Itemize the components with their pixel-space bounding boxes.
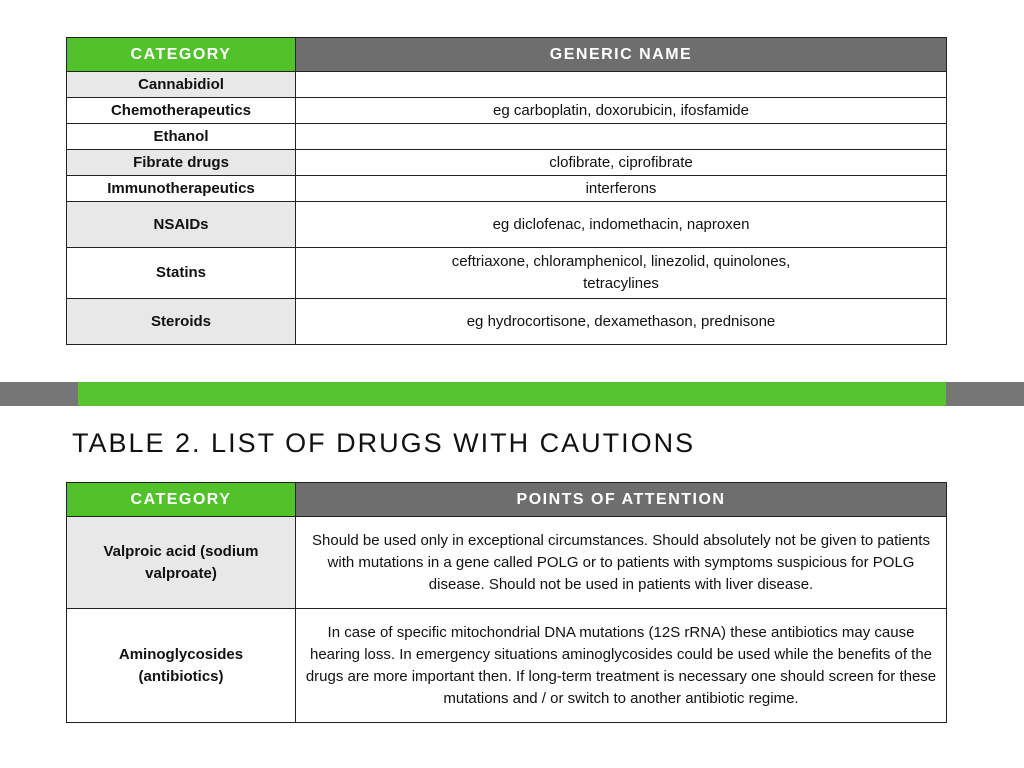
row-category-cell: Statins xyxy=(67,248,296,299)
table-header-row xyxy=(67,38,947,72)
table-row xyxy=(67,299,947,345)
row-value-cell: clofibrate, ciprofibrate xyxy=(296,150,947,176)
row-category-cell: Chemotherapeutics xyxy=(67,98,296,124)
table-row xyxy=(67,609,947,723)
row-category-cell: Valproic acid (sodium valproate) xyxy=(67,517,296,609)
row-category-cell: Ethanol xyxy=(67,124,296,150)
row-value-cell xyxy=(296,124,947,150)
row-value-cell: eg diclofenac, indomethacin, naproxen xyxy=(296,202,947,248)
row-value-cell: interferons xyxy=(296,176,947,202)
table-row xyxy=(67,124,947,150)
table-row xyxy=(67,517,947,609)
drug-category-table xyxy=(66,37,947,345)
table-row xyxy=(67,98,947,124)
table-row xyxy=(67,176,947,202)
table-row xyxy=(67,202,947,248)
row-category-cell: Cannabidiol xyxy=(67,72,296,98)
row-category-cell: Immunotherapeutics xyxy=(67,176,296,202)
category-column-header: CATEGORY xyxy=(67,38,296,72)
table-header-row xyxy=(67,483,947,517)
table-row xyxy=(67,248,947,299)
row-category-cell: Steroids xyxy=(67,299,296,345)
table-row xyxy=(67,72,947,98)
drug-cautions-table xyxy=(66,482,947,723)
section-title: TABLE 2. LIST OF DRUGS WITH CAUTIONS xyxy=(72,428,696,458)
category-column-header: CATEGORY xyxy=(67,483,296,517)
row-category-cell: Aminoglycosides (antibiotics) xyxy=(67,609,296,723)
divider-accent-bar xyxy=(78,382,946,406)
row-value-cell: Should be used only in exceptional circumstances. Should absolutely not be given to patients with mutations in a gene called POLG or to patients with symptoms suspicious for POLG disease. Should not be used in patients with liver disease. xyxy=(296,517,947,609)
row-value-cell xyxy=(296,72,947,98)
row-value-cell: eg hydrocortisone, dexamethason, prednisone xyxy=(296,299,947,345)
table-row xyxy=(67,150,947,176)
row-value-cell: In case of specific mitochondrial DNA mutations (12S rRNA) these antibiotics may cause hearing loss. In emergency situations aminoglycosides could be used while the benefits of the drugs are more important then. If long-term treatment is necessary one should screen for these mutations and / or switch to another antibiotic regime. xyxy=(296,609,947,723)
row-category-cell: NSAIDs xyxy=(67,202,296,248)
row-value-cell: eg carboplatin, doxorubicin, ifosfamide xyxy=(296,98,947,124)
generic-name-column-header: GENERIC NAME xyxy=(296,38,947,72)
row-category-cell: Fibrate drugs xyxy=(67,150,296,176)
row-value-cell: ceftriaxone, chloramphenicol, linezolid, quinolones, tetracylines xyxy=(296,248,947,299)
points-column-header: POINTS OF ATTENTION xyxy=(296,483,947,517)
